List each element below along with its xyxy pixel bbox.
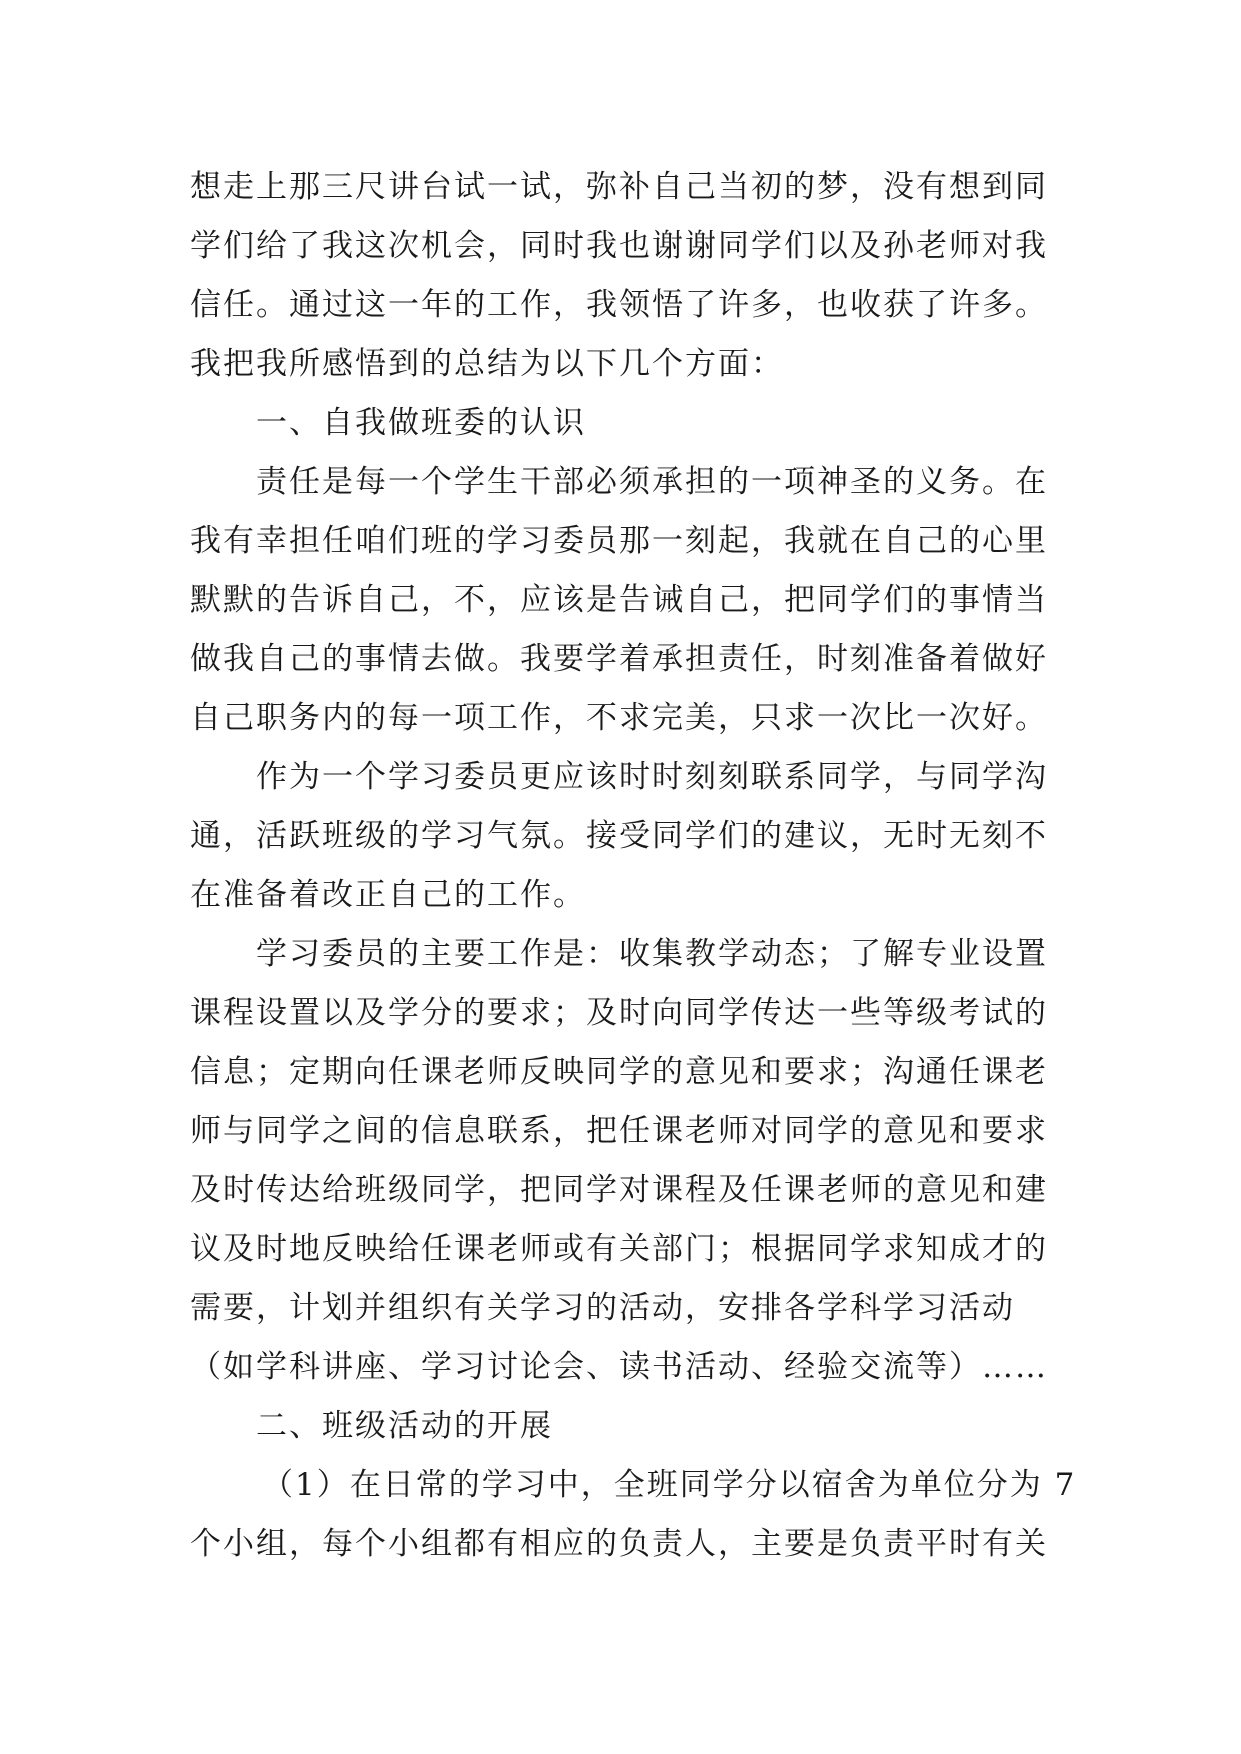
text-line: 师与同学之间的信息联系，把任课老师对同学的意见和要求: [190, 1113, 1048, 1149]
text-line: 信息；定期向任课老师反映同学的意见和要求；沟通任课老: [190, 1054, 1048, 1090]
text-line: 责任是每一个学生干部必须承担的一项神圣的义务。在: [256, 464, 1048, 500]
text-line: 课程设置以及学分的要求；及时向同学传达一些等级考试的: [190, 995, 1048, 1031]
text-line: 通，活跃班级的学习气氛。接受同学们的建议，无时无刻不: [190, 818, 1048, 854]
text-line: 自己职务内的每一项工作，不求完美，只求一次比一次好。: [190, 700, 1048, 736]
text-line: 议及时地反映给任课老师或有关部门；根据同学求知成才的: [190, 1231, 1048, 1267]
text-line: 个小组，每个小组都有相应的负责人，主要是负责平时有关: [190, 1526, 1048, 1562]
text-line: 学们给了我这次机会，同时我也谢谢同学们以及孙老师对我: [190, 228, 1048, 264]
section-heading: 一、自我做班委的认识: [256, 405, 586, 441]
text-line: 及时传达给班级同学，把同学对课程及任课老师的意见和建: [190, 1172, 1048, 1208]
text-line: （如学科讲座、学习讨论会、读书活动、经验交流等）……: [190, 1349, 1048, 1385]
text-line: （1）在日常的学习中，全班同学分以宿舍为单位分为 7: [262, 1467, 1077, 1503]
text-line: 需要，计划并组织有关学习的活动，安排各学科学习活动: [190, 1290, 1015, 1326]
text-line: 信任。通过这一年的工作，我领悟了许多，也收获了许多。: [190, 287, 1048, 323]
document-body: [190, 158, 1077, 1574]
text-line: 在准备着改正自己的工作。: [190, 877, 586, 913]
text-line: 我把我所感悟到的总结为以下几个方面：: [190, 346, 784, 382]
text-line: 学习委员的主要工作是：收集教学动态；了解专业设置: [256, 936, 1048, 972]
section-heading: 二、班级活动的开展: [256, 1408, 553, 1444]
text-line: 做我自己的事情去做。我要学着承担责任，时刻准备着做好: [190, 641, 1048, 677]
text-line: 默默的告诉自己，不，应该是告诫自己，把同学们的事情当: [190, 582, 1048, 618]
text-line: 作为一个学习委员更应该时时刻刻联系同学，与同学沟: [256, 759, 1048, 795]
text-line: 想走上那三尺讲台试一试，弥补自己当初的梦，没有想到同: [190, 169, 1048, 205]
text-line: 我有幸担任咱们班的学习委员那一刻起，我就在自己的心里: [190, 523, 1048, 559]
